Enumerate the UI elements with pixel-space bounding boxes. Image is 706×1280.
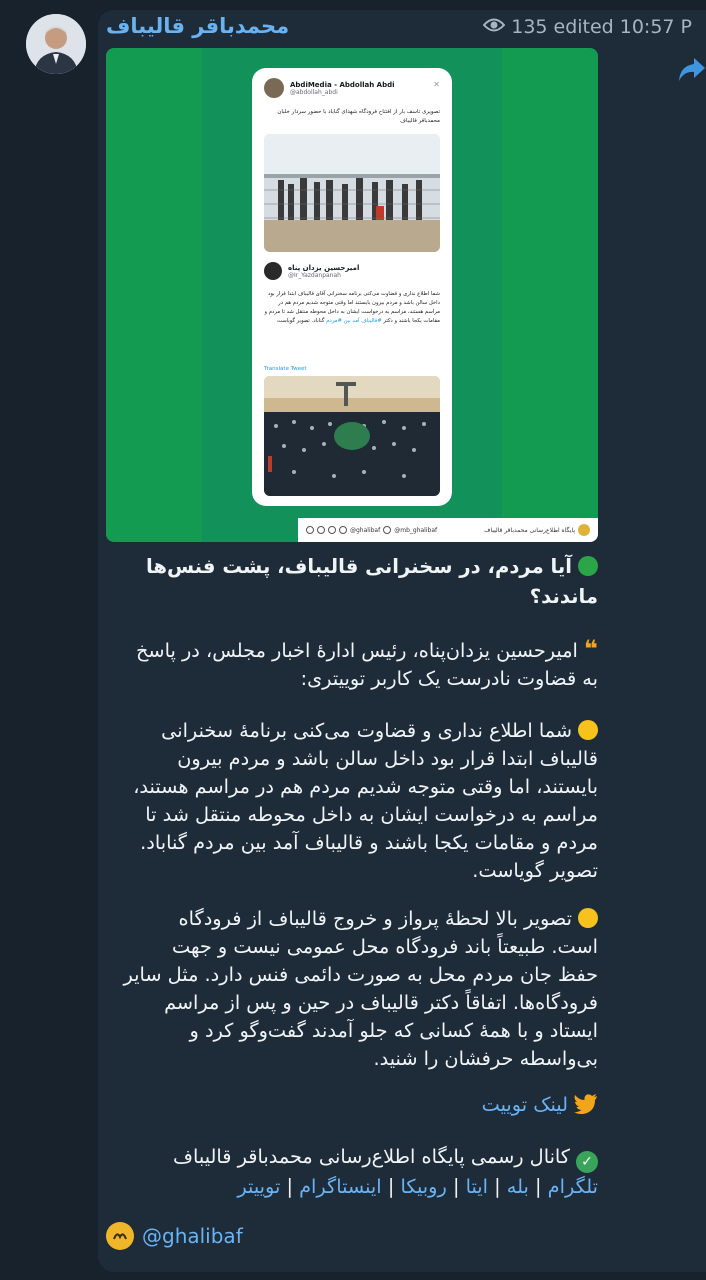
message-meta bbox=[483, 16, 692, 38]
tweet2-hashtags: #قالیباف آمد بین #مردم bbox=[326, 318, 382, 324]
tweet2-text bbox=[264, 290, 440, 326]
share-forward-icon[interactable] bbox=[678, 56, 706, 82]
link-bale[interactable]: بله bbox=[506, 1175, 529, 1198]
tweet2-avatar bbox=[264, 262, 282, 280]
para1-line2: قالیباف ابتدا قرار بود داخل سالن باشد و مردم بیرون bbox=[177, 747, 598, 770]
tweet2-body: شما اطلاع ندارى و قضاوت مى‌كنى برنامه سخنرانى آقای قاليباف ابتدا قرار بود داخل سالن باشد و مردم بیرون بایستند اما وقتی متوجه شدیم مردم هم در مراسم هستند، مراسم به درخواست ایشان به داخل محوطه منتقل شد تا مردم و مقامات یکجا باشند و دکتر bbox=[264, 291, 440, 324]
footer-brand bbox=[484, 524, 590, 536]
link-eitaa[interactable]: ایتا bbox=[465, 1175, 488, 1198]
tweet1-text: تصویری تاسف بار از افتتاح فرودگاه شهدای گناباد با حضور سردار خلبان محمدباقر قالیباف bbox=[277, 109, 440, 124]
tweet1-header bbox=[264, 78, 395, 98]
verified-check-icon: ✓ bbox=[576, 1151, 598, 1173]
para2-line2: است. طبیعتاً باند فرودگاه محل عمومی نیست و جهت bbox=[172, 935, 598, 958]
footer-handle-1: @ghalibaf bbox=[350, 526, 381, 534]
para2-line1: تصویر بالا لحظهٔ پرواز و خروج قالیباف از فرودگاه bbox=[108, 904, 598, 934]
post-headline-line1: آیا مردم، در سخنرانی قالیباف، پشت فنس‌ها bbox=[108, 552, 598, 582]
para1-line6: تصویر گویاست. bbox=[472, 859, 598, 882]
edited-label: edited bbox=[553, 16, 614, 38]
tweet2-author: امیرحسین یزدان پناه bbox=[288, 263, 360, 272]
yellow-circle-icon bbox=[578, 908, 598, 928]
link-twitter[interactable]: توییتر bbox=[237, 1175, 281, 1198]
tweet2-body-end: گناباد. تصویر گویاست bbox=[277, 318, 325, 324]
para2-line3: حفظ جان مردم محل به صورت دائمی فنس دارد. مثل سایر bbox=[123, 963, 598, 986]
tweet-link-row bbox=[108, 1090, 598, 1123]
image-footer bbox=[298, 518, 598, 542]
intro-line1: ❝امیرحسین یزدان‌پناه، رئیس ادارهٔ اخبار مجلس، در پاسخ bbox=[135, 635, 598, 663]
eye-icon bbox=[483, 16, 505, 38]
para1-line5: مردم و مقامات یکجا باشند و قالیباف آمد بین مردم گناباد. bbox=[140, 831, 598, 854]
para1-line3: بایستند، اما وقتی متوجه شدیم مردم هم در مراسم هستند، bbox=[133, 775, 598, 798]
para2-line6: بی‌واسطه حرفشان را شنید. bbox=[373, 1047, 598, 1070]
para2-line4: فرودگاه‌ها. اتفاقاً دکتر قالیباف در حین و پس از مراسم bbox=[164, 991, 598, 1014]
tweet2-header bbox=[264, 262, 359, 280]
para2-line5: ایستاد و با همهٔ کسانی که جلو آمدند گفت‌وگو کرد و bbox=[189, 1019, 598, 1042]
avatar[interactable] bbox=[26, 14, 86, 74]
link-telegram[interactable]: تلگرام bbox=[547, 1175, 598, 1198]
yellow-circle-icon bbox=[578, 720, 598, 740]
tweet1-handle: @abdollah_abdi bbox=[290, 88, 338, 96]
link-rubika[interactable]: روبیکا bbox=[400, 1175, 447, 1198]
intro-line2: به قضاوت نادرست یک کاربر توییتری: bbox=[300, 667, 598, 690]
channel-name[interactable]: محمدباقر قالیباف bbox=[106, 14, 290, 38]
tweet-screenshot-panel bbox=[202, 48, 575, 542]
footer-handle-2: @mb_ghalibaf bbox=[394, 526, 438, 534]
tweet1-author: AbdiMedia - Abdollah Abdi bbox=[290, 80, 395, 89]
para1-line1: شما اطلاع نداری و قضاوت می‌کنی برنامهٔ سخنرانی bbox=[108, 716, 598, 746]
tweet1-photo bbox=[264, 134, 440, 252]
social-links-row: تلگرام | بله | ایتا | روبیکا | اینستاگرام | توییتر bbox=[237, 1175, 598, 1198]
signature bbox=[106, 1222, 243, 1250]
translate-tweet-link: Translate Tweet bbox=[264, 366, 307, 372]
post-image[interactable] bbox=[106, 48, 598, 542]
para1-line4: مراسم به درخواست ایشان به داخل محوطه منتقل شد تا bbox=[145, 803, 598, 826]
channel-line: ✓کانال رسمی پایگاه اطلاع‌رسانی محمدباقر قالیباف bbox=[108, 1142, 598, 1173]
twitter-icon bbox=[574, 1093, 598, 1123]
tweet1-avatar bbox=[264, 78, 284, 98]
signature-handle[interactable]: @ghalibaf bbox=[142, 1224, 243, 1248]
tweet-link[interactable]: لینک توییت bbox=[481, 1093, 568, 1116]
quote-icon: ❝ bbox=[583, 635, 598, 663]
link-instagram[interactable]: اینستاگرام bbox=[299, 1175, 382, 1198]
brand-logo-icon bbox=[106, 1222, 134, 1250]
green-circle-icon bbox=[578, 556, 598, 576]
social-icons bbox=[306, 526, 437, 534]
close-icon: ✕ bbox=[433, 80, 440, 89]
view-count: 135 bbox=[511, 16, 548, 38]
footer-caption: پایگاه اطلاع‌رسانی محمدباقر قالیباف bbox=[484, 526, 575, 534]
tweet-card bbox=[252, 68, 452, 506]
brand-logo-icon bbox=[578, 524, 590, 536]
message-time: 10:57 P bbox=[619, 16, 692, 38]
post-headline-line2: ماندند؟ bbox=[529, 585, 598, 608]
tweet2-photo bbox=[264, 376, 440, 496]
tweet2-handle: @Ir_Yazdanpanah bbox=[288, 271, 341, 279]
